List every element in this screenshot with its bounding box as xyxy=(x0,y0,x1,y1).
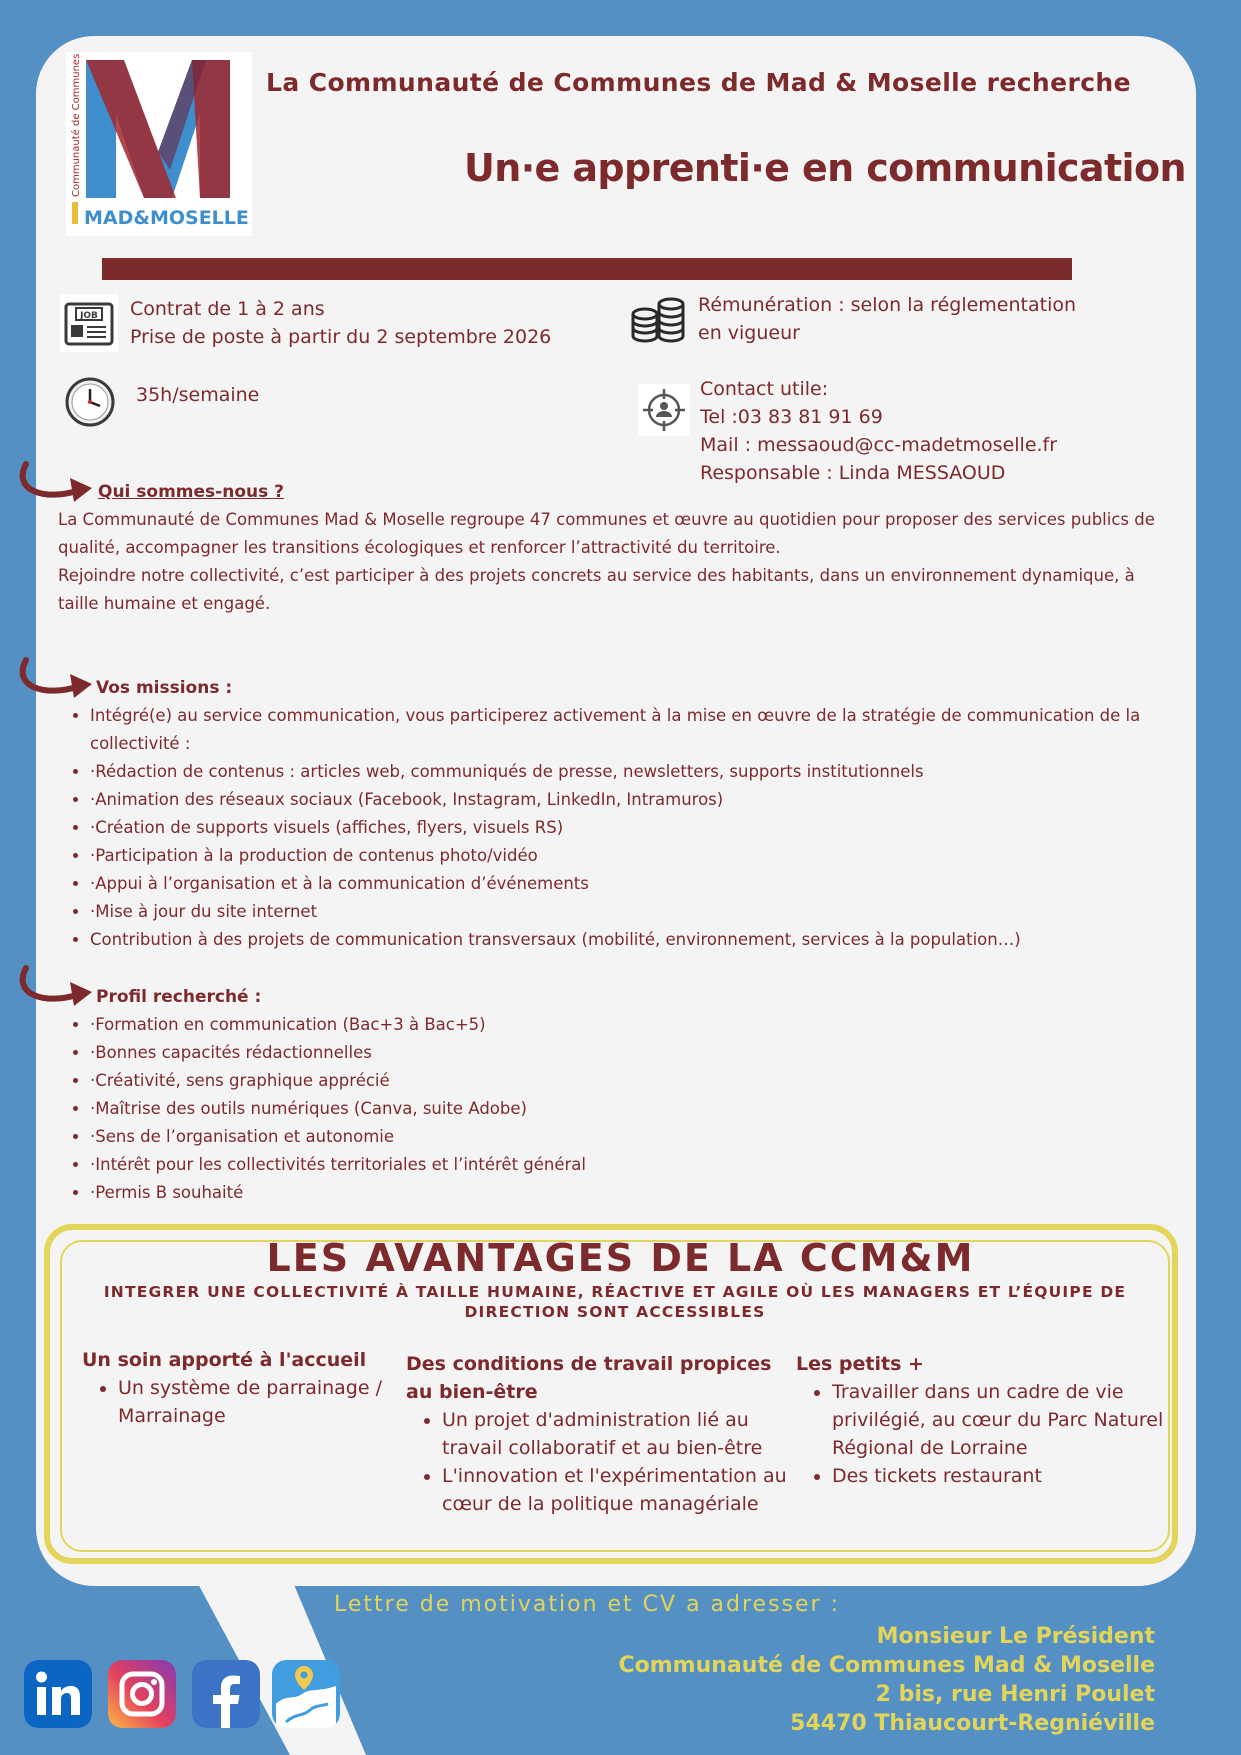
contact-phone: Tel :03 83 81 91 69 xyxy=(700,406,883,428)
list-item: • Un projet d'administration lié au travail collaboratif et au bien-être xyxy=(442,1406,790,1462)
about-paragraph-1: La Communauté de Communes Mad & Moselle regroupe 47 communes et œuvre au quotidien pour proposer des services publics de qualité, accompagner les transitions écologiques et renforcer l’attractivité du territoire. xyxy=(58,510,1155,557)
weekly-hours: 35h/semaine xyxy=(136,384,260,406)
job-title: Un·e apprenti·e en communication xyxy=(464,146,1186,190)
job-icon-text: JOB xyxy=(80,311,98,321)
logo-brand-text: MAD&MOSELLE xyxy=(84,207,249,229)
curved-arrow-icon xyxy=(14,654,94,706)
list-item: • ·Maîtrise des outils numériques (Canva, suite Adobe) xyxy=(90,1095,1210,1123)
column-heading: Des conditions de travail propices au bien-être xyxy=(406,1353,772,1403)
job-newspaper-icon xyxy=(60,294,118,352)
profile-heading: Profil recherché : xyxy=(96,987,262,1007)
missions-list xyxy=(58,702,1210,954)
about-heading: Qui sommes-nous ? xyxy=(98,482,285,502)
contract-duration: Contrat de 1 à 2 ans xyxy=(130,298,325,320)
contact-target-icon xyxy=(638,384,690,436)
coins-icon xyxy=(628,296,690,344)
about-text xyxy=(58,506,1168,618)
list-item: • ·Création de supports visuels (affiches, flyers, visuels RS) xyxy=(90,814,1210,842)
list-item: • ·Créativité, sens graphique apprécié xyxy=(90,1067,1210,1095)
list-item: • Contribution à des projets de communication transversaux (mobilité, environnement, services à la population…) xyxy=(90,926,1210,954)
curved-arrow-icon xyxy=(14,962,94,1014)
contact-email: Mail : messaoud@cc-madetmoselle.fr xyxy=(700,434,1058,456)
pay-line-2: en vigueur xyxy=(698,322,800,344)
list-item: • ·Bonnes capacités rédactionnelles xyxy=(90,1039,1210,1067)
postal-address xyxy=(619,1622,1156,1738)
missions-heading: Vos missions : xyxy=(96,678,233,698)
contact-info xyxy=(700,375,1057,487)
list-item: • Des tickets restaurant xyxy=(832,1462,1176,1490)
list-item: • Intégré(e) au service communication, vous participerez activement à la mise en œuvre de la stratégie de communication de la collectivité : xyxy=(90,702,1210,758)
start-date: Prise de poste à partir du 2 septembre 2026 xyxy=(130,326,552,348)
organization-heading: La Communauté de Communes de Mad & Moselle recherche xyxy=(266,68,1131,97)
profile-list xyxy=(58,1011,1210,1207)
list-item: • ·Animation des réseaux sociaux (Facebook, Instagram, LinkedIn, Intramuros) xyxy=(90,786,1210,814)
contract-info xyxy=(130,295,551,351)
list-item: • Travailler dans un cadre de vie privilégié, au cœur du Parc Naturel Régional de Lorraine xyxy=(832,1378,1176,1462)
clock-icon xyxy=(64,376,116,428)
advantages-column-conditions xyxy=(406,1350,790,1518)
pay-info xyxy=(698,291,1076,347)
intramuros-app-icon[interactable] xyxy=(272,1660,340,1728)
list-item: • ·Mise à jour du site internet xyxy=(90,898,1210,926)
address-line: 54470 Thiaucourt-Regniéville xyxy=(790,1711,1155,1736)
advantages-column-welcome xyxy=(82,1346,402,1430)
list-item: • ·Formation en communication (Bac+3 à Bac+5) xyxy=(90,1011,1210,1039)
title-divider xyxy=(102,258,1072,280)
logo-vertical-text: Communauté de Communes xyxy=(71,53,82,197)
application-call-to-action: Lettre de motivation et CV a adresser : xyxy=(334,1592,840,1617)
address-line: Monsieur Le Président xyxy=(876,1624,1155,1649)
pay-line-1: Rémunération : selon la réglementation xyxy=(698,294,1077,316)
curved-arrow-icon xyxy=(14,458,94,510)
list-item: • ·Permis B souhaité xyxy=(90,1179,1210,1207)
list-item: • ·Intérêt pour les collectivités territoriales et l’intérêt général xyxy=(90,1151,1210,1179)
contact-manager: Responsable : Linda MESSAOUD xyxy=(700,462,1006,484)
address-line: Communauté de Communes Mad & Moselle xyxy=(618,1653,1155,1678)
advantages-subtitle: INTEGRER UNE COLLECTIVITÉ À TAILLE HUMAINE, RÉACTIVE ET AGILE OÙ LES MANAGERS ET L’ÉQUIPE DE DIRECTION SONT ACCESSIBLES xyxy=(103,1283,1127,1321)
column-heading: Les petits + xyxy=(796,1353,924,1375)
linkedin-icon[interactable] xyxy=(24,1660,92,1728)
list-item: • ·Sens de l’organisation et autonomie xyxy=(90,1123,1210,1151)
list-item: • ·Participation à la production de contenus photo/vidéo xyxy=(90,842,1210,870)
list-item: • ·Rédaction de contenus : articles web, communiqués de presse, newsletters, supports institutionnels xyxy=(90,758,1210,786)
contact-label: Contact utile: xyxy=(700,378,829,400)
facebook-icon[interactable] xyxy=(192,1660,260,1728)
list-item: • Un système de parrainage / Marrainage xyxy=(118,1374,402,1430)
mad-moselle-logo xyxy=(66,52,252,236)
advantages-title: LES AVANTAGES DE LA CCM&M xyxy=(266,1236,975,1280)
address-line: 2 bis, rue Henri Poulet xyxy=(875,1682,1155,1707)
instagram-icon[interactable] xyxy=(108,1660,176,1728)
list-item: • ·Appui à l’organisation et à la communication d’événements xyxy=(90,870,1210,898)
advantages-column-extras xyxy=(796,1350,1176,1490)
about-paragraph-2: Rejoindre notre collectivité, c’est participer à des projets concrets au service des habitants, dans un environnement dynamique, à taille humaine et engagé. xyxy=(58,566,1135,613)
column-heading: Un soin apporté à l'accueil xyxy=(82,1349,367,1371)
list-item: • L'innovation et l'expérimentation au cœur de la politique managériale xyxy=(442,1462,790,1518)
